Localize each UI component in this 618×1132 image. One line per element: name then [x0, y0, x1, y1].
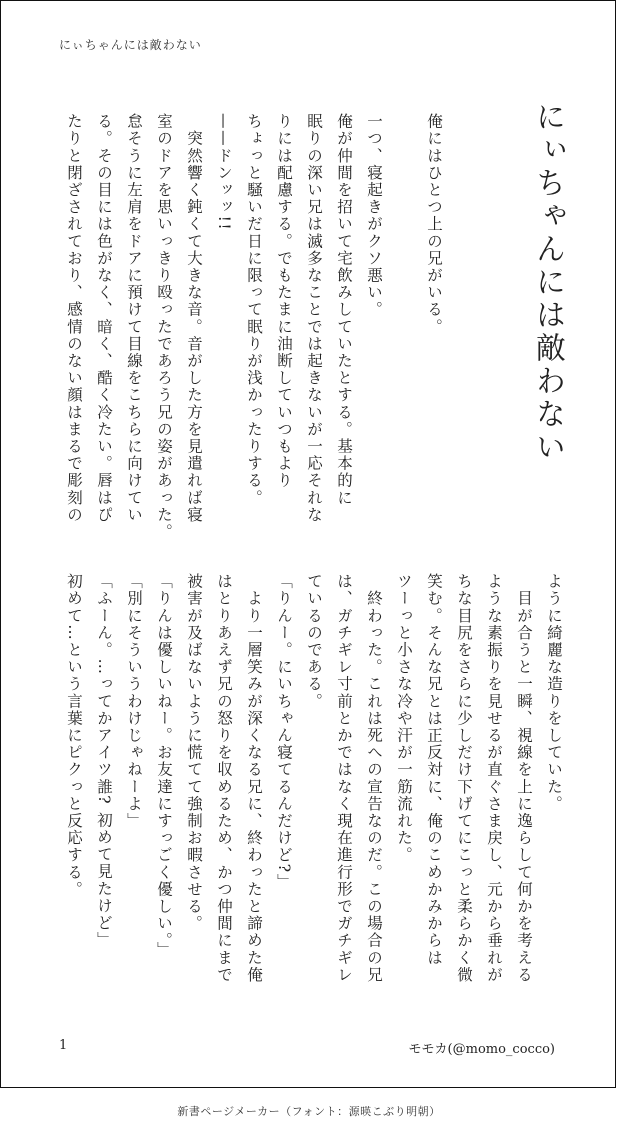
- text-line: 目が合うと一瞬、視線を上に逸らして何かを考える: [515, 573, 533, 984]
- story-title: にぃちゃんには敵わない: [530, 101, 565, 464]
- text-line: ちょっと騒いだ日に限って眠りが浅かったりする。: [245, 113, 263, 507]
- text-line: 笑む。そんな兄とは正反対に、俺のこめかみからは: [425, 573, 443, 967]
- text-line: 俺にはひとつ上の兄がいる。: [425, 113, 443, 336]
- text-line: より一層笑みが深くなる兄に、終わったと諦めた俺: [245, 573, 263, 984]
- text-line: ——ドンッッ!!: [215, 113, 233, 232]
- running-header: にぃちゃんには敵わない: [59, 38, 202, 52]
- body-text-bottom: [59, 573, 569, 993]
- text-line: ちな目尻をさらに少しだけ下げてにこっと柔らかく微: [455, 573, 473, 984]
- text-line: 室のドアを思いっきり殴ったであろう兄の姿があった。: [155, 113, 173, 541]
- text-line: ているのである。: [305, 573, 323, 710]
- text-line: 初めて…という言葉にピクっと反応する。: [65, 573, 83, 898]
- body-text-top: [59, 113, 449, 541]
- text-line: ような素振りを見せるが直ぐさま戻し、元から垂れが: [485, 573, 503, 984]
- text-line: 終わった。これは死への宣告なのだ。この場合の兄: [365, 573, 383, 984]
- text-line: る。その目には色がなく、暗く、酷く冷たい。唇はぴ: [95, 113, 113, 524]
- text-line: 「別にそういうわけじゃねーよ」: [125, 573, 143, 830]
- text-line: は、ガチギレ寸前とかではなく現在進行形でガチギレ: [335, 573, 353, 984]
- text-line: りには配慮する。でもたまに油断していつもより: [275, 113, 293, 490]
- text-line: 俺が仲間を招いて宅飲みしていたとする。基本的に: [335, 113, 353, 507]
- text-line: 突然響く鈍くて大きな音。音がした方を見遣れば寝: [185, 113, 203, 524]
- page-number: 1: [59, 1038, 68, 1053]
- text-line: 被害が及ばないように慌てて強制お暇させる。: [185, 573, 203, 933]
- text-line: ツーっと小さな冷や汗が一筋流れた。: [395, 573, 413, 864]
- text-line: はとりあえず兄の怒りを収めるため、かつ仲間にまで: [215, 573, 233, 984]
- text-line: たりと閉ざされており、感情のない顔はまるで彫刻の: [65, 113, 83, 524]
- author-credit: モモカ(@momo_cocco): [408, 1042, 555, 1057]
- text-line: 怠そうに左肩をドアに預けて目線をこちらに向けてい: [125, 113, 143, 524]
- text-line: 「ふーん。…ってかアイツ誰? 初めて見たけど」: [95, 573, 113, 949]
- text-line: 「りんは優しいねー。お友達にすっごく優しい。」: [155, 573, 173, 959]
- text-line: 一つ、寝起きがクソ悪い。: [365, 113, 383, 319]
- text-line: 「りんー。にいちゃん寝てるんだけど?」: [275, 573, 293, 891]
- text-line: 眠りの深い兄は滅多なことでは起きないが一応それな: [305, 113, 323, 524]
- generator-caption: 新書ページメーカー（フォント：源暎こぶり明朝）: [177, 1105, 441, 1118]
- text-line: ように綺麗な造りをしていた。: [545, 573, 563, 813]
